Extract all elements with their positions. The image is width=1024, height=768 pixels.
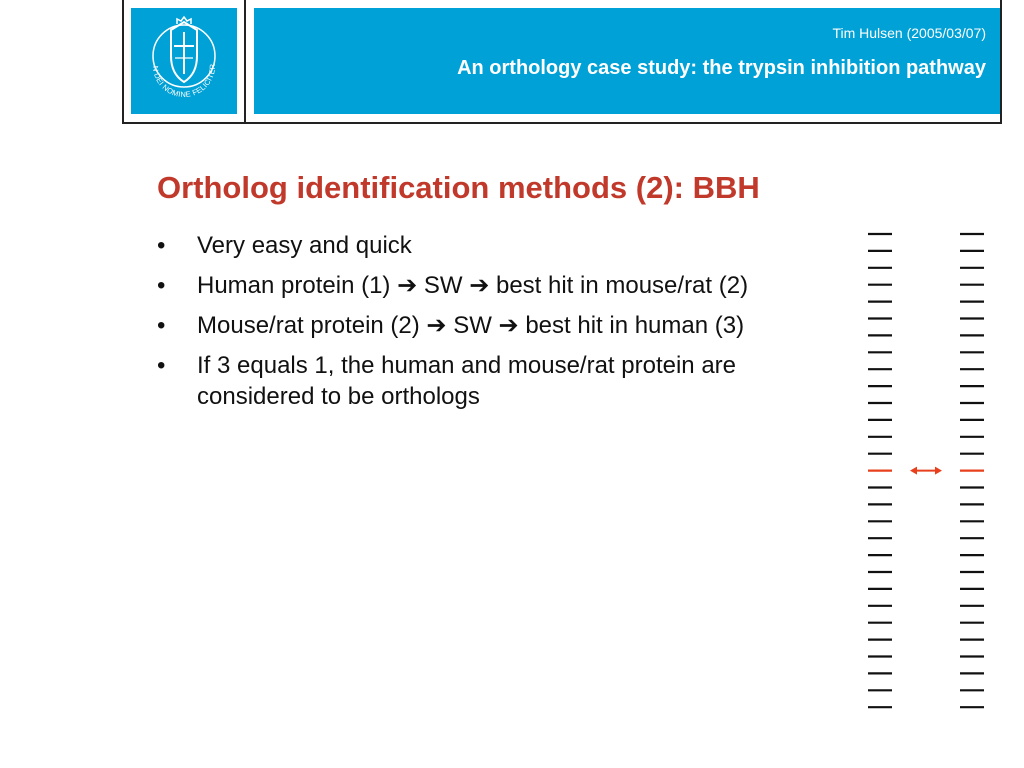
university-seal-icon (131, 8, 237, 114)
bullet-item: • Mouse/rat protein (2) ➔ SW ➔ best hit in human (3) (157, 310, 837, 341)
double-arrow-icon (910, 467, 942, 475)
frame-left-border (122, 0, 124, 124)
bullet-item: • If 3 equals 1, the human and mouse/rat protein are considered to be orthologs (157, 350, 837, 412)
logo-panel (131, 8, 237, 114)
bullet-item: • Human protein (1) ➔ SW ➔ best hit in mouse/rat (2) (157, 270, 837, 301)
frame-right-border (1000, 0, 1002, 124)
presentation-subtitle: An orthology case study: the trypsin inhibition pathway (457, 57, 986, 79)
author-date: Tim Hulsen (2005/03/07) (832, 25, 986, 41)
bullet-list (157, 230, 837, 421)
header-banner (254, 8, 1000, 114)
logo-motto: N DEI NOMINE FELICITER (150, 63, 218, 100)
frame-divider (244, 0, 246, 124)
frame-bottom-border (122, 122, 1002, 124)
slide-title: Ortholog identification methods (2): BBH (157, 170, 760, 205)
bullet-item: • Very easy and quick (157, 230, 837, 261)
bbh-diagram (860, 228, 1000, 718)
